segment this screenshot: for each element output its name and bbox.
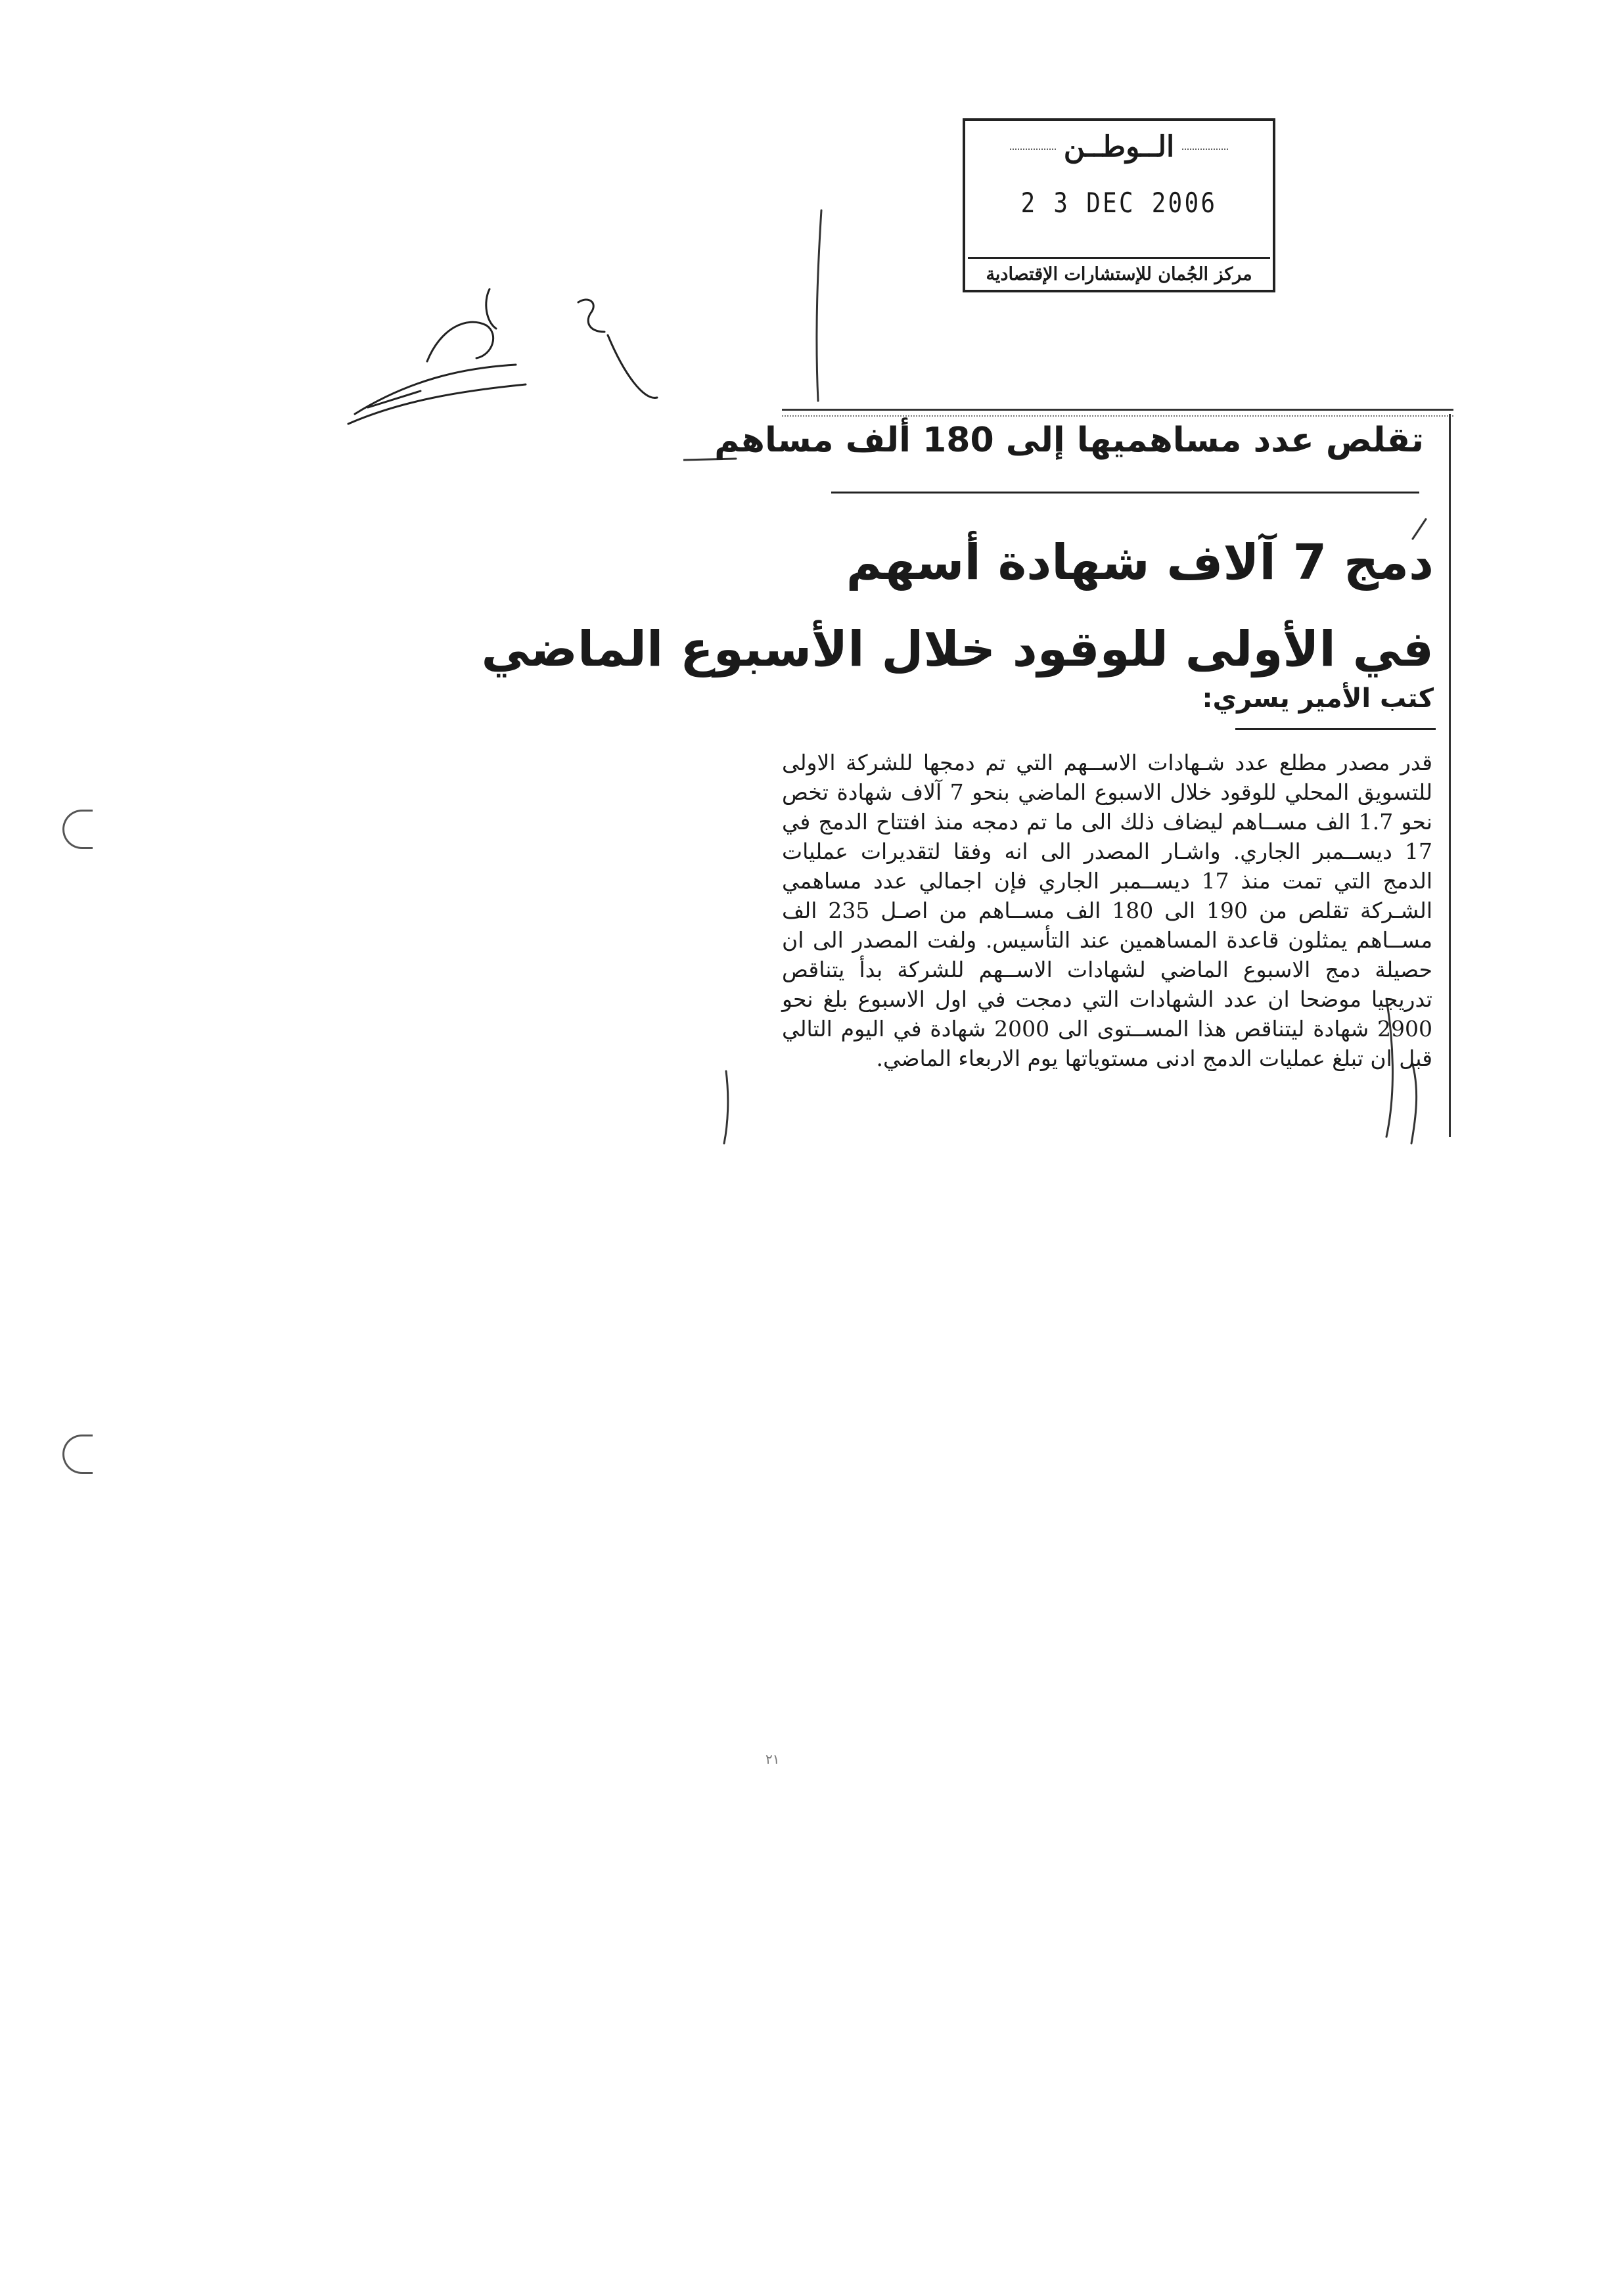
byline-underline <box>1235 728 1436 730</box>
article-body: قدر مصدر مطلع عدد شـهادات الاســهم التي تم دمجها للشركة الاولى للتسويق المحلي للوقود خلال الاسبوع الماضي بنحو 7 آلاف شهادة تخص نحو 1.7 الف مســاهم ليضاف ذلك الى ما تم دمجه منذ افتتاح الدمج في 17 ديســمبر الجاري. واشـار المصدر الى انه وفقا لتقديرات عمليات الدمج التي تمت منذ 17 ديســمبر الجاري فإن اجمالي عدد مساهمي الشـركة تقلص من 190 الى 180 الف مســاهم من اصـل 235 الف مســاهم يمثلون قاعدة المساهمين عند التأسيس. ولفت المصدر الى ان حصيلة دمج الاسبوع الماضي لشهادات الاســهم للشركة بدأ يتناقص تدريجيا موضحا ان عدد الشهادات التي دمجت في اول الاسبوع بلغ نحو 2900 شهادة ليتناقص هذا المســتوى الى 2000 شهادة في اليوم التالي قبل ان تبلغ عمليات الدمج ادنى مستوياتها يوم الاربعاء الماضي. <box>782 750 1433 1071</box>
stamp-date: 2 3 DEC 2006 <box>1020 187 1218 219</box>
article-top-rule-dotted <box>782 415 1453 417</box>
headline-line-1: دمج 7 آلاف شهادة أسهم <box>846 534 1434 591</box>
article-headline <box>481 519 1434 693</box>
kicker-underline <box>831 492 1419 494</box>
article-kicker: تقلص عدد مساهميها إلى 180 ألف مساهم <box>714 421 1424 460</box>
stamp-newspaper-name: الــوطــن <box>965 130 1273 164</box>
page-number: ٢١ <box>765 1751 780 1767</box>
stamp-center-name: مركز الجُمان للإستشارات الإقتصادية <box>968 257 1270 285</box>
headline-line-2: في الأولى للوقود خلال الأسبوع الماضي <box>481 621 1434 677</box>
hole-punch-mark <box>62 1435 93 1474</box>
article-byline: كتب الأمير يسري: <box>1202 683 1434 714</box>
newspaper-date-stamp <box>963 118 1275 292</box>
hole-punch-mark <box>62 810 93 849</box>
handwritten-annotation <box>329 250 696 447</box>
article-top-rule <box>782 409 1453 411</box>
article-right-rule <box>1449 414 1451 1137</box>
